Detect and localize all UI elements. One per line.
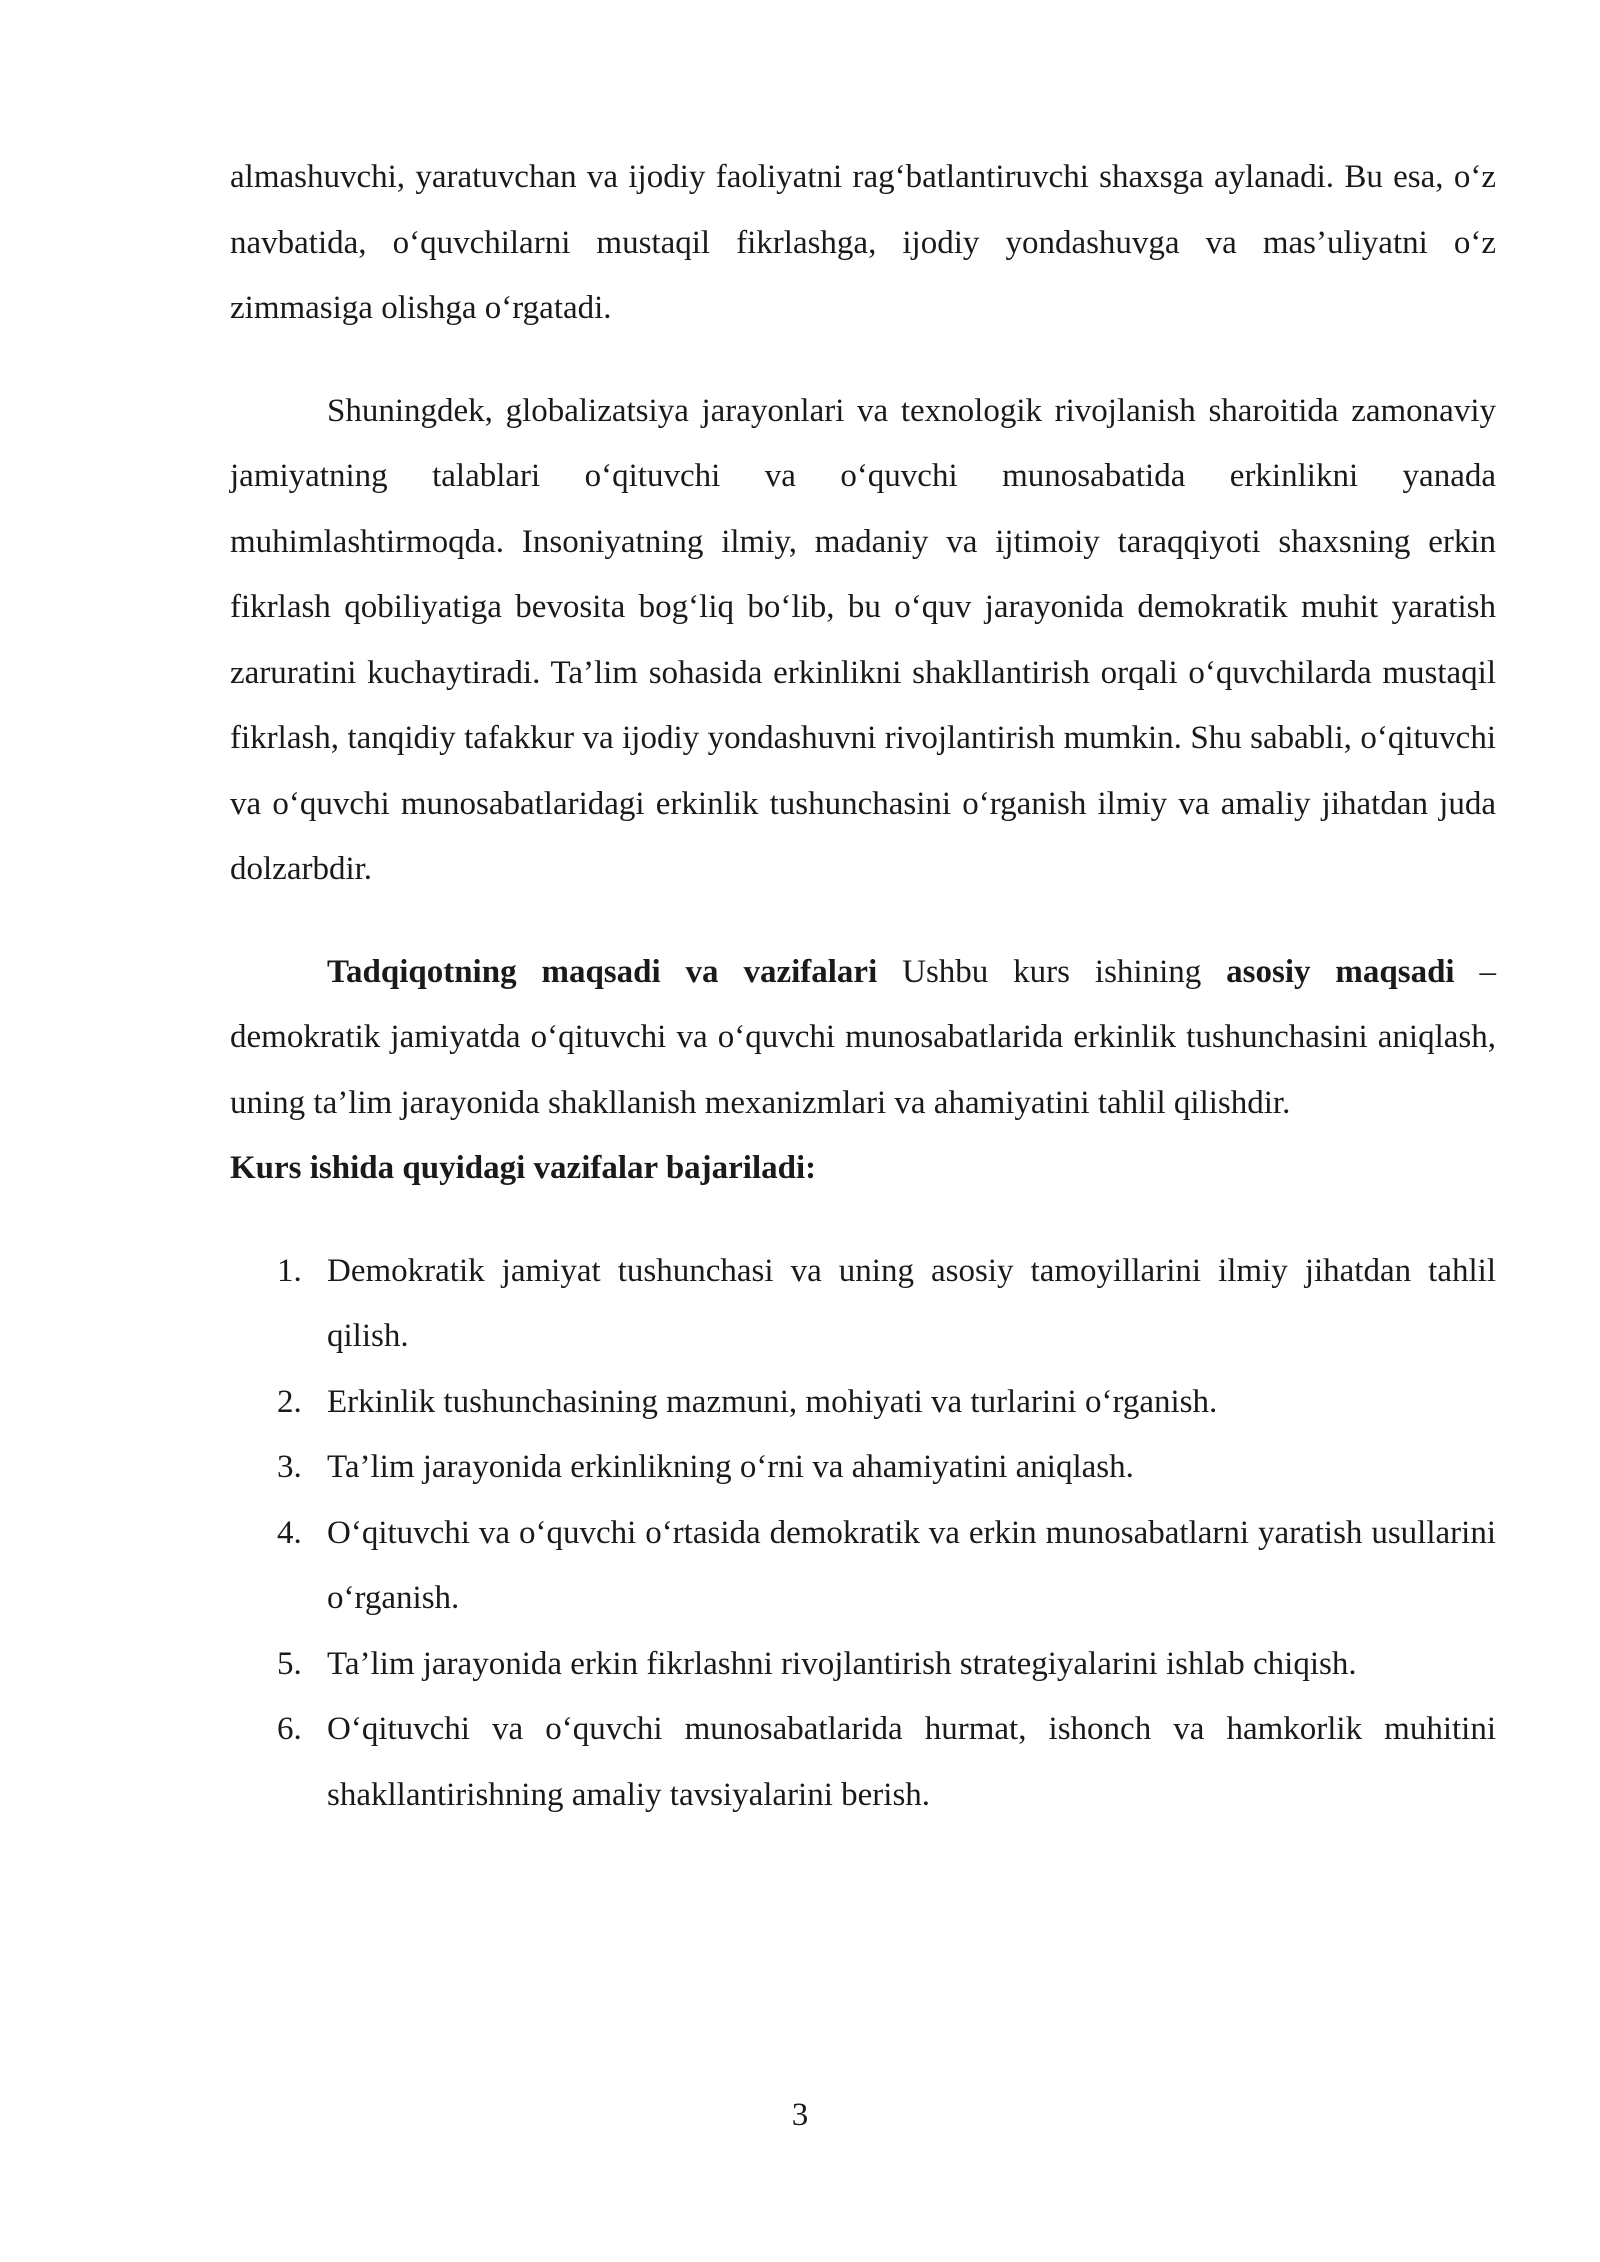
list-item-number: 4. (277, 1514, 302, 1551)
list-item (230, 1632, 1496, 1698)
aim-bold-phrase: asosiy maqsadi (1226, 953, 1455, 990)
list-item-text: O‘qituvchi va o‘quvchi munosabatlarida hurmat, ishonch va hamkorlik muhitini shakllantirishning amaliy tavsiyalarini berish. (327, 1711, 1496, 1813)
tasks-list (230, 1239, 1496, 1829)
list-item (230, 1370, 1496, 1436)
list-item (230, 1501, 1496, 1632)
list-item-text: Ta’lim jarayonida erkinlikning o‘rni va ahamiyatini aniqlash. (327, 1449, 1134, 1485)
page-number: 3 (791, 2097, 809, 2133)
aim-text-before: Ushbu kurs ishining (877, 953, 1227, 990)
paragraph-continuation: almashuvchi, yaratuvchan va ijodiy faoliyatni rag‘batlantiruvchi shaxsga aylanadi. Bu esa, o‘z navbatida, o‘quvchilarni mustaqil fikrlashga, ijodiy yondashuvga va mas’uliyatni o‘z zimmasiga olishga o‘rgatadi. (230, 159, 1496, 326)
list-item-text: Demokratik jamiyat tushunchasi va uning asosiy tamoyillarini ilmiy jihatdan tahlil qilish. (327, 1252, 1496, 1354)
list-item-number: 1. (277, 1252, 302, 1289)
list-item (230, 1239, 1496, 1370)
list-item (230, 1697, 1496, 1828)
list-item-number: 5. (277, 1645, 302, 1682)
list-item-text: Ta’lim jarayonida erkin fikrlashni rivojlantirish strategiyalarini ishlab chiqish. (327, 1645, 1357, 1682)
list-item-number: 6. (277, 1711, 302, 1747)
paragraph-research-aim (230, 940, 1496, 1137)
list-item-number: 2. (277, 1383, 302, 1420)
paragraph-globalization: Shuningdek, globalizatsiya jarayonlari va texnologik rivojlanish sharoitida zamonaviy jamiyatning talablari o‘qituvchi va o‘quvchi munosabatida erkinlikni yanada muhimlashtirmoqda. Insoniyatning ilmiy, madaniy va ijtimoiy taraqqiyoti shaxsning erkin fikrlash qobiliyatiga bevosita bog‘liq bo‘lib, bu o‘quv jarayonida demokratik muhit yaratish zaruratini kuchaytiradi. Ta’lim sohasida erkinlikni shakllantirish orqali o‘quvchilarda mustaqil fikrlash, tanqidiy tafakkur va ijodiy yondashuvni rivojlantirish mumkin. Shu sababli, o‘qituvchi va o‘quvchi munosabatlaridagi erkinlik tushunchasini o‘rganish ilmiy va amaliy jihatdan juda dolzarbdir. (230, 392, 1496, 887)
tasks-heading: Kurs ishida quyidagi vazifalar bajariladi: (230, 1150, 817, 1186)
list-item-number: 3. (277, 1449, 302, 1485)
list-item-text: O‘qituvchi va o‘quvchi o‘rtasida demokratik va erkin munosabatlarni yaratish usullarini o‘rganish. (327, 1514, 1496, 1616)
list-item-text: Erkinlik tushunchasining mazmuni, mohiyati va turlarini o‘rganish. (327, 1383, 1218, 1420)
list-item (230, 1435, 1496, 1501)
aim-heading: Tadqiqotning maqsadi va vazifalari (327, 953, 878, 990)
aim-text-after: – demokratik jamiyatda o‘qituvchi va o‘quvchi munosabatlarida erkinlik tushunchasini aniqlash, uning ta’lim jarayonida shakllanish mexanizmlari va ahamiyatini tahlil qilishdir. (230, 953, 1496, 1121)
document-body (230, 145, 1496, 1828)
